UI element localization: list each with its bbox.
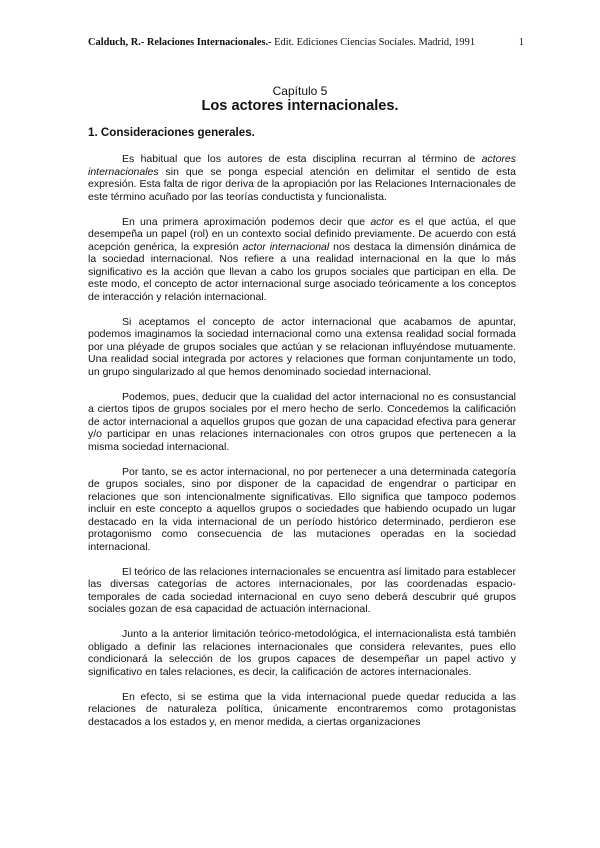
- paragraph-2-italic-b: actor: [370, 215, 394, 228]
- paragraph-6: El teórico de las relaciones internacionales se encuentra así limitado para establecer las diversas categorías de actores internacionales, por las coordenadas espacio-temporales de cada sociedad internacional en cuyo seno deberá descubrir qué grupos sociales gozan de esa capacidad de actuación internacional.: [88, 565, 516, 615]
- paragraph-1-italic: actores internacionales: [88, 153, 516, 178]
- paragraph-8: En efecto, si se estima que la vida internacional puede quedar reducida a las relaciones de naturaleza política, únicamente encontraremos como protagonistas destacados a los estados y, en menor medida, a ciertas organizaciones: [88, 690, 516, 728]
- page-number: 1: [518, 37, 524, 48]
- paragraph-2: [88, 216, 516, 304]
- paragraph-2-italic-d: actor internacional: [242, 240, 330, 253]
- paragraph-2-text-c: es el que actúa, el que desempeña un papel (rol) en un contexto social definido previamente. De acuerdo con está acepción genérica, la expresión: [88, 215, 516, 253]
- paragraph-1-text-a: Es habitual que los autores de esta disciplina recurran al término de: [122, 153, 482, 165]
- paragraph-5: Por tanto, se es actor internacional, no por pertenecer a una determinada categoría de grupos sociales, sino por disponer de la capacidad de engendrar o participar en relaciones que son intencionalmente significativas. Ello significa que tampoco podemos incluir en este concepto a aquellos grupos o sociedades que habiendo ocupado un lugar destacado en la vida internacional de un período histórico determinado, perdieron ese protagonismo como consecuencia de las mutaciones operadas en la sociedad internacional.: [88, 465, 516, 553]
- paragraph-2-text-a: En una primera aproximación podemos decir que: [122, 215, 371, 228]
- section-heading: 1. Consideraciones generales.: [88, 126, 255, 139]
- paragraph-4: Podemos, pues, deducir que la cualidad del actor internacional no es consustancial a ciertos tipos de grupos sociales por el mero hecho de serlo. Concedemos la calificación de actor internacional a aquellos grupos que gozan de una capacidad efectiva para generar y/o participar en unas relaciones internacionales con otros grupos que pertenecen a la misma sociedad internacional.: [88, 390, 516, 453]
- header-edition: Edit. Ediciones Ciencias Sociales. Madrid, 1991: [274, 37, 476, 48]
- body-text: [88, 153, 516, 741]
- chapter-label: Capítulo 5: [272, 84, 328, 98]
- paragraph-1-text-c: sin que se ponga especial atención en delimitar el sentido de esta expresión. Esta falta de rigor deriva de la apropiación por las Relaciones Internacionales de este término acuñado por las teorías conductista y funcionalista.: [88, 165, 516, 203]
- header-author: Calduch, R.- Relaciones Internacionales.-: [88, 37, 272, 48]
- paragraph-2-text-e: nos destaca la dimensión dinámica de la sociedad internacional. Nos refiere a una realidad internacional en la que lo más significativo es la acción que llevan a cabo los grupos sociales que participan en ella. De este modo, el concepto de actor internacional surge asociado teóricamente a los conceptos de interacción y relación internacional.: [88, 240, 516, 303]
- chapter-title: Los actores internacionales.: [201, 98, 399, 114]
- paragraph-1: [88, 153, 516, 203]
- paragraph-3: Si aceptamos el concepto de actor internacional que acabamos de apuntar, podemos imaginamos la sociedad internacional como una extensa realidad social formada por una pléyade de grupos sociales que actúan y se relacionan influyéndose mutuamente. Una realidad social integrada por actores y relaciones que forman conjuntamente un todo, un grupo singularizado al que hemos denominado sociedad internacional.: [88, 315, 516, 378]
- paragraph-7: Junto a la anterior limitación teórico-metodológica, el internacionalista está también obligado a definir las relaciones internacionales que considera relevantes, pues ello condicionará la selección de los grupos capaces de desempeñar un papel activo y significativo en tales relaciones, es decir, la calificación de actores internacionales.: [88, 628, 516, 678]
- running-header: [88, 36, 524, 49]
